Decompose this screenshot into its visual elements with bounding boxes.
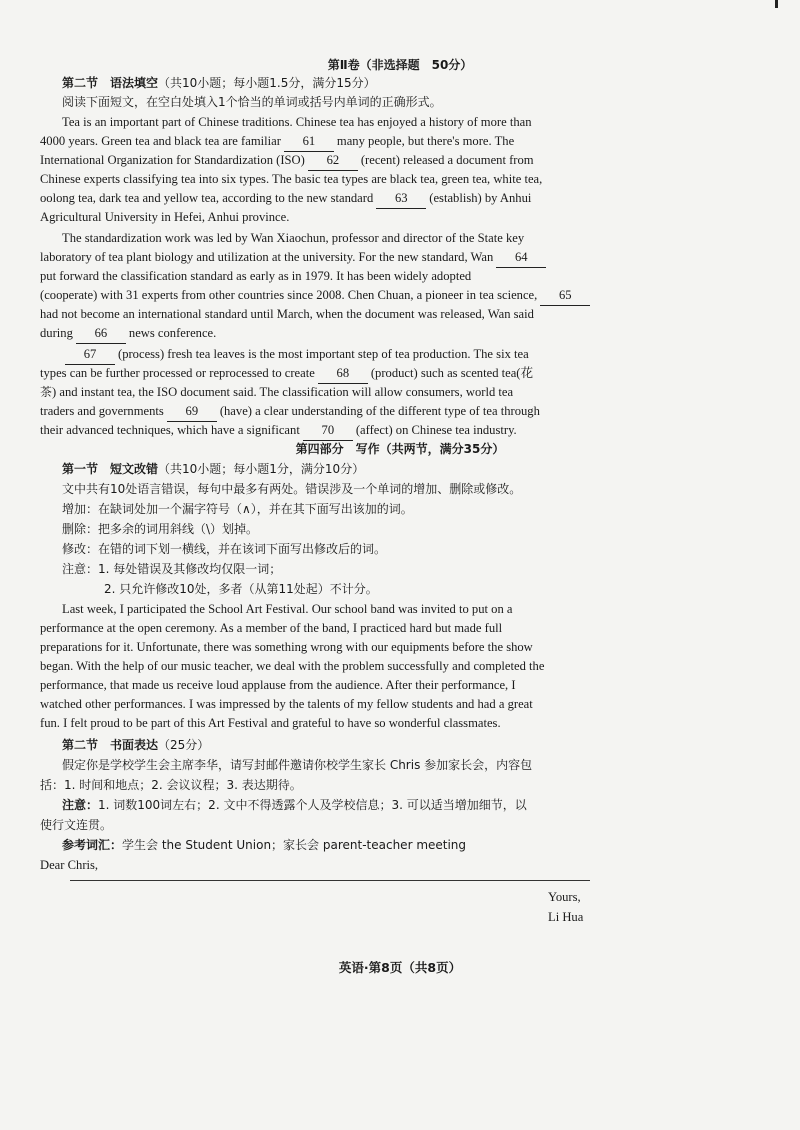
correction-passage-line: began. With the help of our music teacher, we deal with the problem successfully and completed the — [40, 659, 545, 673]
error-instruction: 注意：1. 每处错误及其修改均仅限一词； — [62, 562, 282, 576]
writing-note: 注意：1. 词数100词左右；2. 文中不得透露个人及学校信息；3. 可以适当增加细节，以 — [62, 798, 527, 812]
error-instruction: 修改：在错的词下划一横线，并在该词下面写出修改后的词。 — [62, 542, 387, 556]
passage-line: oolong tea, dark tea and yellow tea, according to the new standard 63 (establish) by Anhui — [40, 189, 760, 209]
blank-70[interactable]: 70 — [303, 421, 353, 441]
vocabulary-ref: 参考词汇：学生会 the Student Union；家长会 parent-teacher meeting — [62, 838, 467, 852]
part-four-title: 第四部分 写作（共两节，满分35分） — [295, 442, 505, 456]
volume-title: 第Ⅱ卷（非选择题 50分） — [327, 58, 473, 72]
passage-line: traders and governments 69 (have) a clear understanding of the different type of tea through — [40, 402, 760, 422]
page-footer: 英语·第8页（共8页） — [338, 960, 462, 975]
grammar-heading: 第二节 语法填空（共10小题；每小题1.5分，满分15分） — [62, 76, 376, 90]
blank-62[interactable]: 62 — [308, 151, 358, 171]
error-instruction: 增加：在缺词处加一个漏字符号（∧），并在其下面写出该加的词。 — [62, 502, 413, 516]
writing-prompt: 括：1. 时间和地点；2. 会议议程；3. 表达期待。 — [40, 778, 302, 792]
error-instruction: 文中共有10处语言错误，每句中最多有两处。错误涉及一个单词的增加、删除或修改。 — [62, 482, 522, 496]
edge-mark — [775, 0, 778, 8]
closing: Yours, — [548, 890, 581, 904]
error-instruction: 2. 只允许修改10处，多者（从第11处起）不计分。 — [104, 582, 378, 596]
writing-prompt: 假定你是学校学生会主席李华，请写封邮件邀请你校学生家长 Chris 参加家长会，内容包 — [62, 758, 533, 772]
grammar-instruction: 阅读下面短文，在空白处填入1个恰当的单词或括号内单词的正确形式。 — [62, 95, 442, 109]
blank-69[interactable]: 69 — [167, 402, 217, 422]
correction-passage-line: performance, that made us receive loud applause from the audience. After their performance, I — [40, 678, 516, 692]
passage-line: put forward the classification standard as early as in 1979. It has been widely adopted — [40, 269, 472, 283]
passage-line: types can be further processed or reprocessed to create 68 (product) such as scented tea(花 — [40, 364, 760, 384]
passage-line: had not become an international standard until March, when the document was released, Wan said — [40, 307, 534, 321]
blank-65[interactable]: 65 — [540, 286, 590, 306]
passage-line: International Organization for Standardization (ISO) 62 (recent) released a document from — [40, 151, 760, 171]
error-instruction: 删除：把多余的词用斜线（\）划掉。 — [62, 522, 259, 536]
salutation: Dear Chris, — [40, 858, 99, 872]
passage-line: laboratory of tea plant biology and utilization at the university. For the new standard, Wan 64 — [40, 248, 760, 268]
signature: Li Hua — [548, 910, 584, 924]
passage-line: 4000 years. Green tea and black tea are familiar 61 many people, but there's more. The — [40, 132, 760, 152]
blank-68[interactable]: 68 — [318, 364, 368, 384]
blank-64[interactable]: 64 — [496, 248, 546, 268]
passage-line: Agricultural University in Hefei, Anhui province. — [40, 210, 290, 224]
correction-passage-line: fun. I felt proud to be part of this Art Festival and grateful to have so wonderful classmates. — [40, 716, 501, 730]
writing-note: 使行文连贯。 — [40, 818, 113, 832]
error-heading: 第一节 短文改错（共10小题；每小题1分，满分10分） — [62, 462, 365, 476]
correction-passage-line: performance at the open ceremony. As a member of the band, I practiced hard but made full — [40, 621, 503, 635]
passage-line: 茶) and instant tea, the ISO document said. The classification will allow consumers, world tea — [40, 385, 514, 399]
answer-line[interactable] — [70, 880, 590, 881]
writing-heading: 第二节 书面表达（25分） — [62, 738, 210, 752]
passage-line: 67 (process) fresh tea leaves is the most important step of tea production. The six tea — [62, 345, 782, 365]
blank-67[interactable]: 67 — [65, 345, 115, 365]
passage-line: Chinese experts classifying tea into six types. The basic tea types are black tea, green tea, white tea, — [40, 172, 543, 186]
passage-line: their advanced techniques, which have a significant 70 (affect) on Chinese tea industry. — [40, 421, 760, 441]
blank-66[interactable]: 66 — [76, 324, 126, 344]
correction-passage-line: preparations for it. Unfortunate, there was something wrong with our equipments before the show — [40, 640, 533, 654]
passage-line: Tea is an important part of Chinese traditions. Chinese tea has enjoyed a history of more than — [62, 115, 532, 129]
correction-passage-line: Last week, I participated the School Art Festival. Our school band was invited to put on a — [62, 602, 513, 616]
correction-passage-line: watched other performances. I was impressed by the talents of my fellow students and had a great — [40, 697, 533, 711]
blank-63[interactable]: 63 — [376, 189, 426, 209]
passage-line: (cooperate) with 31 experts from other countries since 2008. Chen Chuan, a pioneer in tea science, 65 — [40, 286, 760, 306]
blank-61[interactable]: 61 — [284, 132, 334, 152]
passage-line: during 66 news conference. — [40, 324, 760, 344]
passage-line: The standardization work was led by Wan Xiaochun, professor and director of the State key — [62, 231, 525, 245]
